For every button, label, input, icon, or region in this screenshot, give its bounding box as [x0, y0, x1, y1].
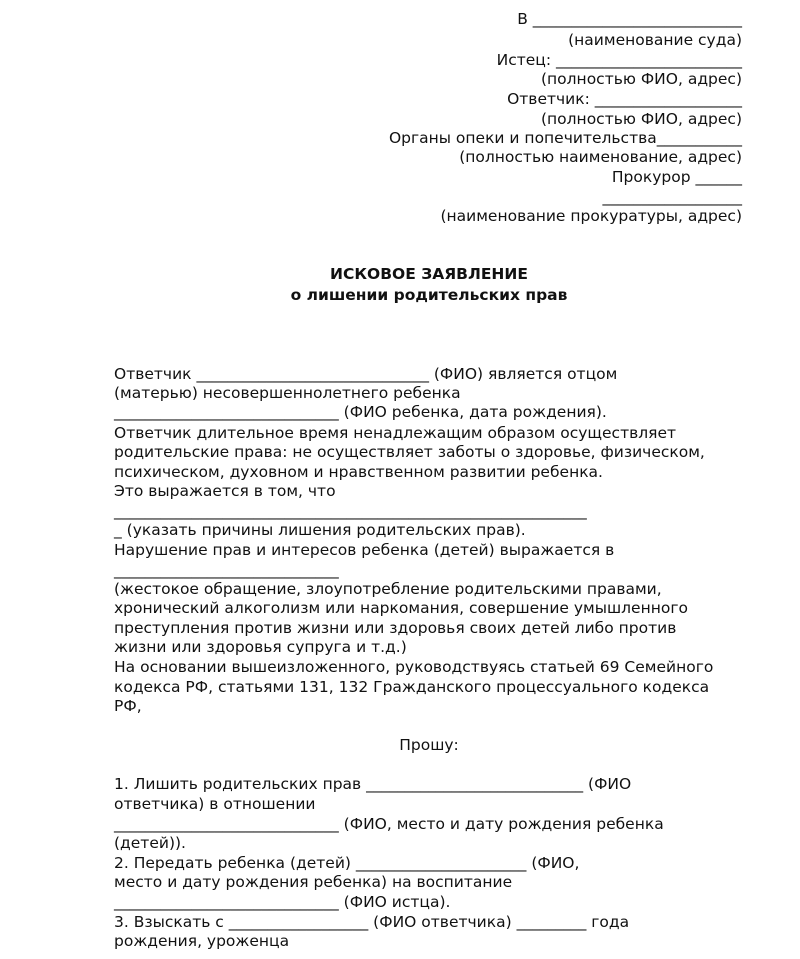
request-line: _____________________________ (ФИО истца).	[114, 893, 451, 911]
prosecutor-blank: __________________	[602, 188, 742, 206]
body-line: жизни или здоровья супруга и т.д.)	[114, 638, 407, 656]
request-line: рождения, уроженца	[114, 932, 290, 950]
request-line: место и дату рождения ребенка) на воспитание	[114, 873, 513, 891]
request-line: 3. Взыскать с __________________ (ФИО ответчика) _________ года	[114, 913, 630, 931]
plaintiff-line: Истец: ________________________	[496, 51, 742, 69]
guardianship-line: Органы опеки и попечительства___________	[388, 129, 742, 147]
body-line: РФ,	[114, 697, 142, 715]
body-line: Это выражается в том, что	[114, 482, 336, 500]
body-line: _ (указать причины лишения родительских прав).	[114, 521, 526, 539]
court-line: В ___________________________	[517, 10, 742, 28]
body-line: _____________________________	[114, 561, 339, 579]
request-line: 1. Лишить родительских прав ____________________________ (ФИО	[114, 775, 632, 793]
body-line: _____________________________________________________________	[114, 502, 587, 520]
document-subtitle: о лишении родительских прав	[290, 286, 568, 304]
guardianship-hint: (полностью наименование, адрес)	[459, 148, 742, 166]
document-title: ИСКОВОЕ ЗАЯВЛЕНИЕ	[330, 265, 528, 283]
request-line: ответчика) в отношении	[114, 795, 316, 813]
body-line: (матерью) несовершеннолетнего ребенка	[114, 384, 461, 402]
request-line: 2. Передать ребенка (детей) ______________________ (ФИО,	[114, 854, 580, 872]
request-line: (детей)).	[114, 834, 186, 852]
body-line: кодекса РФ, статьями 131, 132 Гражданского процессуального кодекса	[114, 678, 710, 696]
body-line: (жестокое обращение, злоупотребление родительскими правами,	[114, 580, 662, 598]
body-line: хронический алкоголизм или наркомания, совершение умышленного	[114, 599, 688, 617]
body-line: преступления против жизни или здоровья своих детей либо против	[114, 619, 677, 637]
defendant-hint: (полностью ФИО, адрес)	[540, 110, 742, 128]
body-line: _____________________________ (ФИО ребенка, дата рождения).	[114, 403, 607, 421]
body-line: На основании вышеизложенного, руководствуясь статьей 69 Семейного	[114, 658, 714, 676]
prosecutor-hint: (наименование прокуратуры, адрес)	[440, 207, 742, 225]
request-heading: Прошу:	[399, 736, 459, 754]
plaintiff-hint: (полностью ФИО, адрес)	[540, 70, 742, 88]
body-line: психическом, духовном и нравственном развитии ребенка.	[114, 463, 603, 481]
court-hint: (наименование суда)	[568, 31, 742, 49]
body-line: Нарушение прав и интересов ребенка (детей) выражается в	[114, 541, 615, 559]
body-line: родительские права: не осуществляет заботы о здоровье, физическом,	[114, 443, 705, 461]
defendant-line: Ответчик: ___________________	[507, 90, 742, 108]
body-line: Ответчик ______________________________ (ФИО) является отцом	[114, 365, 618, 383]
request-line: _____________________________ (ФИО, место и дату рождения ребенка	[114, 815, 664, 833]
prosecutor-line: Прокурор ______	[611, 168, 742, 186]
body-line: Ответчик длительное время ненадлежащим образом осуществляет	[114, 424, 677, 442]
